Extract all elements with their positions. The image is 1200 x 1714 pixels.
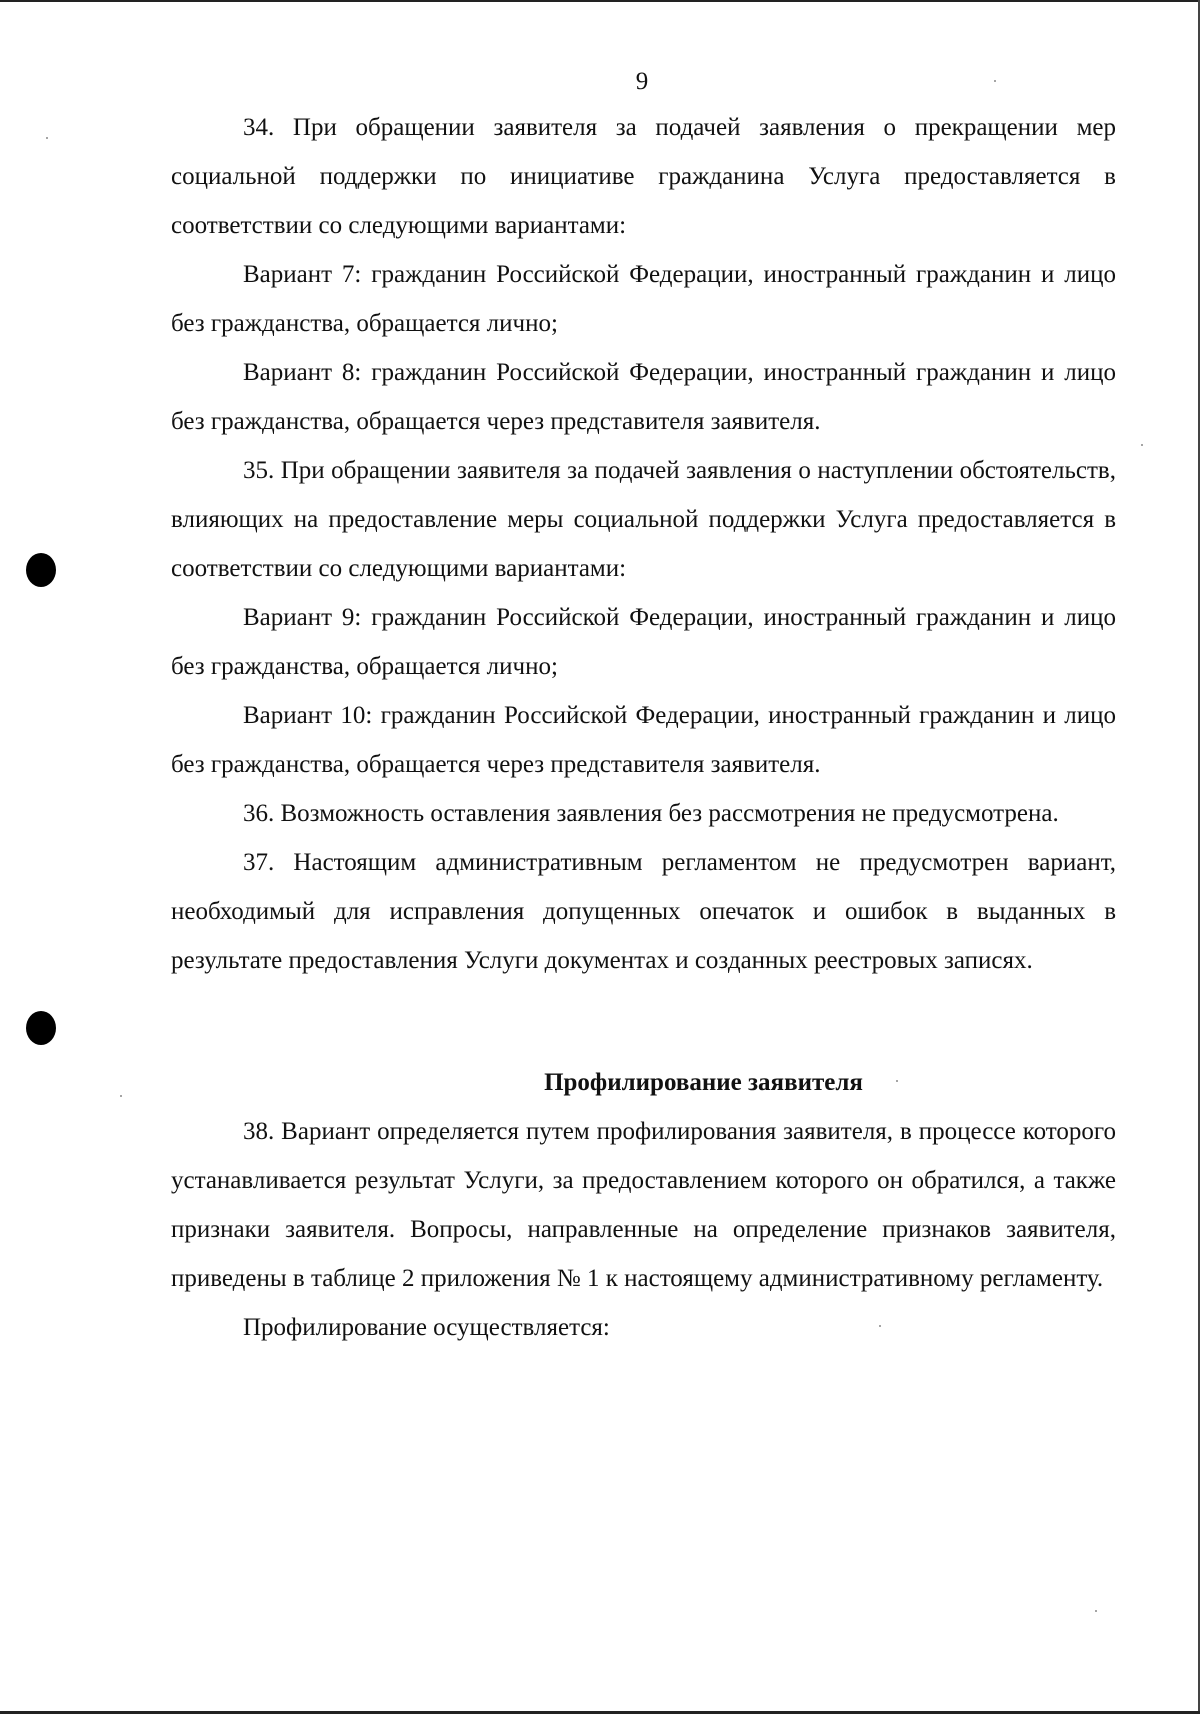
punch-hole-mark (26, 1011, 56, 1045)
paragraph-profiling: Профилирование осуществляется: (243, 1314, 610, 1341)
document-body (171, 103, 1116, 1352)
scan-speck (120, 1095, 122, 1097)
scan-speck (1095, 1610, 1097, 1612)
paragraph-37: 37. Настоящим административным регламентом не предусмотрен вариант, необходимый для исправления допущенных опечаток и ошибок в выданных в результате предоставления Услуги документах и созданных реестровых записях. (171, 849, 1116, 974)
section-heading: Профилирование заявителя (544, 1069, 863, 1096)
paragraph-variant-10: Вариант 10: гражданин Российской Федерации, иностранный гражданин и лицо без гражданства, обращается через представителя заявителя. (171, 702, 1116, 778)
paragraph-38: 38. Вариант определяется путем профилирования заявителя, в процессе которого устанавливается результат Услуги, за предоставлением которого он обратился, а также признаки заявителя. Вопросы, направленные на определение признаков заявителя, приведены в таблице 2 приложения № 1 к настоящему административному регламенту. (171, 1118, 1116, 1292)
scan-speck (46, 137, 48, 139)
paragraph-variant-9: Вариант 9: гражданин Российской Федерации, иностранный гражданин и лицо без гражданства, обращается лично; (171, 604, 1116, 680)
page-number: 9 (635, 68, 649, 95)
paragraph-36: 36. Возможность оставления заявления без рассмотрения не предусмотрена. (243, 800, 1059, 827)
scan-border-top (0, 0, 1200, 2)
paragraph-35: 35. При обращении заявителя за подачей заявления о наступлении обстоятельств, влияющих на предоставление меры социальной поддержки Услуга предоставляется в соответствии со следующими вариантами: (171, 457, 1116, 582)
scan-speck (1141, 444, 1143, 446)
punch-hole-mark (26, 553, 56, 587)
paragraph-34: 34. При обращении заявителя за подачей заявления о прекращении мер социальной поддержки по инициативе гражданина Услуга предоставляется в соответствии со следующими вариантами: (171, 114, 1116, 239)
paragraph-variant-8: Вариант 8: гражданин Российской Федерации, иностранный гражданин и лицо без гражданства, обращается через представителя заявителя. (171, 359, 1116, 435)
paragraph-variant-7: Вариант 7: гражданин Российской Федерации, иностранный гражданин и лицо без гражданства, обращается лично; (171, 261, 1116, 337)
